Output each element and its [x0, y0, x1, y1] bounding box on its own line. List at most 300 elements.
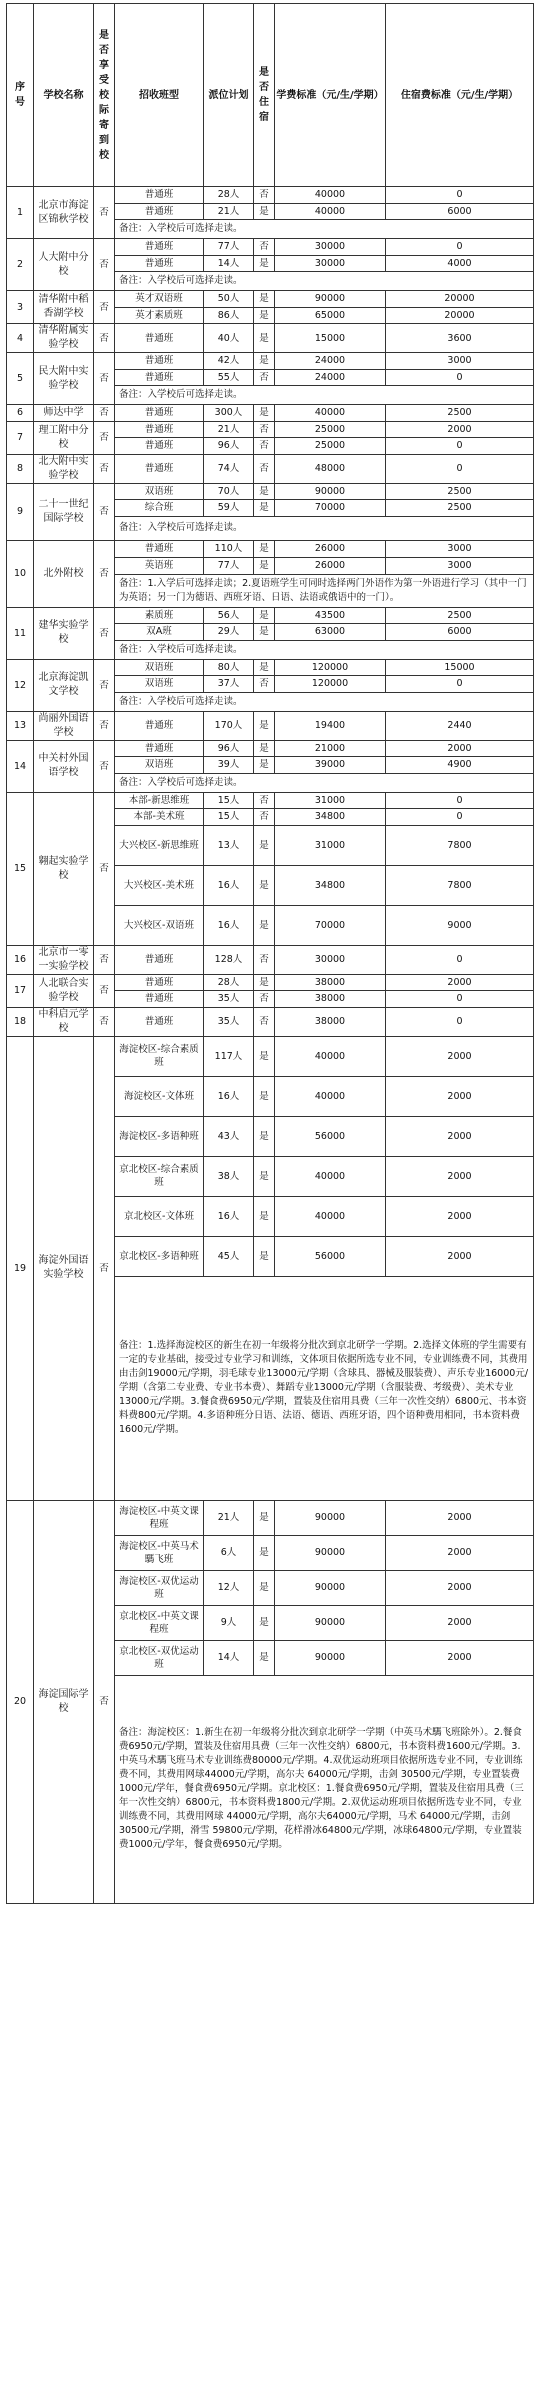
lodging-fee: 7800 — [386, 865, 534, 905]
lodging-fee: 0 — [386, 792, 534, 809]
boarding-flag: 否 — [254, 239, 275, 256]
header-lodging: 住宿费标准（元/生/学期） — [386, 4, 534, 187]
quota: 16人 — [204, 1076, 254, 1116]
lodging-fee: 2000 — [386, 1036, 534, 1076]
school-note: 备注：入学校后可选择走读。 — [115, 692, 534, 711]
tuition: 90000 — [275, 291, 386, 308]
school-index: 11 — [7, 607, 34, 659]
table-row — [7, 540, 534, 557]
school-index: 15 — [7, 792, 34, 945]
table-body — [7, 187, 534, 1904]
boarding-flag: 否 — [254, 454, 275, 483]
school-boarding-allowance: 否 — [94, 740, 115, 792]
lodging-fee: 2000 — [386, 1116, 534, 1156]
school-name: 理工附中分校 — [34, 421, 94, 454]
school-index: 18 — [7, 1007, 34, 1036]
class-type: 综合班 — [115, 500, 204, 517]
lodging-fee: 2000 — [386, 974, 534, 991]
quota: 117人 — [204, 1036, 254, 1076]
table-row — [7, 607, 534, 624]
quota: 70人 — [204, 483, 254, 500]
class-type: 双语班 — [115, 757, 204, 774]
school-boarding-allowance: 否 — [94, 187, 115, 239]
school-boarding-allowance: 否 — [94, 454, 115, 483]
lodging-fee: 20000 — [386, 291, 534, 308]
quota: 80人 — [204, 659, 254, 676]
school-index: 16 — [7, 945, 34, 974]
class-type: 海淀校区-中英文课程班 — [115, 1500, 204, 1535]
school-note: 备注：入学校后可选择走读。 — [115, 516, 534, 540]
fee-table — [6, 3, 534, 1904]
tuition: 24000 — [275, 369, 386, 386]
boarding-flag: 否 — [254, 187, 275, 204]
tuition: 40000 — [275, 187, 386, 204]
school-boarding-allowance: 否 — [94, 540, 115, 607]
school-note: 备注：1.入学后可选择走读；2.夏语班学生可同时选择两门外语作为第一外语进行学习（其中一门为英语；另一门为德语、西班牙语、日语、法语或俄语中的一门）。 — [115, 574, 534, 607]
lodging-fee: 2000 — [386, 740, 534, 757]
lodging-fee: 2000 — [386, 1076, 534, 1116]
quota: 21人 — [204, 1500, 254, 1535]
tuition: 24000 — [275, 353, 386, 370]
class-type: 大兴校区-双语班 — [115, 905, 204, 945]
school-name: 北京市一零一实验学校 — [34, 945, 94, 974]
table-row — [7, 974, 534, 991]
tuition: 38000 — [275, 991, 386, 1008]
school-boarding-allowance: 否 — [94, 711, 115, 740]
school-name: 北京海淀凯文学校 — [34, 659, 94, 711]
tuition: 21000 — [275, 740, 386, 757]
lodging-fee: 6000 — [386, 624, 534, 641]
table-row — [7, 740, 534, 757]
school-index: 20 — [7, 1500, 34, 1903]
lodging-fee: 4000 — [386, 255, 534, 272]
school-name: 人大附中分校 — [34, 239, 94, 291]
class-type: 普通班 — [115, 711, 204, 740]
class-type: 普通班 — [115, 239, 204, 256]
lodging-fee: 2500 — [386, 500, 534, 517]
class-type: 英语班 — [115, 557, 204, 574]
school-index: 8 — [7, 454, 34, 483]
quota: 38人 — [204, 1156, 254, 1196]
quota: 45人 — [204, 1236, 254, 1276]
boarding-flag: 否 — [254, 991, 275, 1008]
table-row — [7, 483, 534, 500]
tuition: 39000 — [275, 757, 386, 774]
tuition: 30000 — [275, 255, 386, 272]
table-row — [7, 454, 534, 483]
header-school: 学校名称 — [34, 4, 94, 187]
class-type: 双语班 — [115, 659, 204, 676]
school-name: 师达中学 — [34, 405, 94, 422]
boarding-flag: 是 — [254, 974, 275, 991]
tuition: 19400 — [275, 711, 386, 740]
tuition: 30000 — [275, 239, 386, 256]
lodging-fee: 2500 — [386, 405, 534, 422]
boarding-flag: 是 — [254, 540, 275, 557]
quota: 28人 — [204, 187, 254, 204]
lodging-fee: 0 — [386, 1007, 534, 1036]
quota: 74人 — [204, 454, 254, 483]
boarding-flag: 是 — [254, 607, 275, 624]
tuition: 43500 — [275, 607, 386, 624]
lodging-fee: 3000 — [386, 557, 534, 574]
class-type: 普通班 — [115, 540, 204, 557]
lodging-fee: 2500 — [386, 607, 534, 624]
lodging-fee: 2440 — [386, 711, 534, 740]
class-type: 双语班 — [115, 483, 204, 500]
table-row — [7, 792, 534, 809]
school-note: 备注：入学校后可选择走读。 — [115, 272, 534, 291]
school-note: 备注：入学校后可选择走读。 — [115, 640, 534, 659]
class-type: 海淀校区-文体班 — [115, 1076, 204, 1116]
lodging-fee: 2000 — [386, 421, 534, 438]
boarding-flag: 否 — [254, 676, 275, 693]
boarding-flag: 是 — [254, 1196, 275, 1236]
quota: 59人 — [204, 500, 254, 517]
boarding-flag: 否 — [254, 1007, 275, 1036]
school-boarding-allowance: 否 — [94, 1007, 115, 1036]
tuition: 30000 — [275, 945, 386, 974]
school-index: 1 — [7, 187, 34, 239]
quota: 15人 — [204, 809, 254, 826]
tuition: 40000 — [275, 405, 386, 422]
table-row — [7, 324, 534, 353]
table-row — [7, 1500, 534, 1535]
boarding-flag: 是 — [254, 1236, 275, 1276]
quota: 15人 — [204, 792, 254, 809]
quota: 86人 — [204, 307, 254, 324]
table-row — [7, 1036, 534, 1076]
quota: 56人 — [204, 607, 254, 624]
lodging-fee: 2000 — [386, 1500, 534, 1535]
boarding-flag: 否 — [254, 945, 275, 974]
tuition: 63000 — [275, 624, 386, 641]
boarding-flag: 是 — [254, 905, 275, 945]
school-name: 民大附中实验学校 — [34, 353, 94, 405]
boarding-flag: 是 — [254, 757, 275, 774]
class-type: 京北校区-多语种班 — [115, 1236, 204, 1276]
school-boarding-allowance: 否 — [94, 239, 115, 291]
boarding-flag: 是 — [254, 1640, 275, 1675]
class-type: 素质班 — [115, 607, 204, 624]
lodging-fee: 2000 — [386, 1570, 534, 1605]
quota: 110人 — [204, 540, 254, 557]
boarding-flag: 是 — [254, 1535, 275, 1570]
class-type: 普通班 — [115, 1007, 204, 1036]
header-class-type: 招收班型 — [115, 4, 204, 187]
school-note: 备注：入学校后可选择走读。 — [115, 220, 534, 239]
class-type: 普通班 — [115, 740, 204, 757]
header-row — [7, 4, 534, 187]
fee-table-sheet — [6, 3, 533, 1904]
class-type: 普通班 — [115, 353, 204, 370]
quota: 16人 — [204, 1196, 254, 1236]
lodging-fee: 0 — [386, 676, 534, 693]
boarding-flag: 是 — [254, 500, 275, 517]
lodging-fee: 3000 — [386, 353, 534, 370]
quota: 13人 — [204, 825, 254, 865]
boarding-flag: 是 — [254, 1076, 275, 1116]
lodging-fee: 3000 — [386, 540, 534, 557]
tuition: 90000 — [275, 1640, 386, 1675]
lodging-fee: 2000 — [386, 1236, 534, 1276]
quota: 14人 — [204, 1640, 254, 1675]
tuition: 56000 — [275, 1236, 386, 1276]
tuition: 90000 — [275, 1605, 386, 1640]
quota: 16人 — [204, 905, 254, 945]
tuition: 26000 — [275, 540, 386, 557]
school-name: 北京市海淀区锦秋学校 — [34, 187, 94, 239]
school-note: 备注：1.选择海淀校区的新生在初一年级将分批次到京北研学一学期。2.选择文体班的学生需要有一定的专业基础，接受过专业学习和训练，文体项目依据所选专业不同，专业训练费不同，其费用由击剑19000元/学期，羽毛球专业13000元/学期（含球具、器械及服装费）、声乐专业16000元/学期（含第二专业费、专业书本费）、舞蹈专业13000元/学期（含服装费、考级费）、美术专业13000元/学期。3.餐食费6950元/学期，置装及住宿用具费（三年一次性交纳）6800元、书本资料费800元/学期。4.多语种班分日语、法语、德语、西班牙语，四个语种费用相同，书本资料费1600元/学期。 — [115, 1276, 534, 1500]
class-type: 大兴校区-美术班 — [115, 865, 204, 905]
tuition: 38000 — [275, 974, 386, 991]
lodging-fee: 0 — [386, 438, 534, 455]
tuition: 40000 — [275, 1196, 386, 1236]
boarding-flag: 是 — [254, 483, 275, 500]
quota: 21人 — [204, 203, 254, 220]
quota: 300人 — [204, 405, 254, 422]
school-index: 3 — [7, 291, 34, 324]
quota: 40人 — [204, 324, 254, 353]
tuition: 26000 — [275, 557, 386, 574]
table-row — [7, 239, 534, 256]
boarding-flag: 是 — [254, 711, 275, 740]
lodging-fee: 0 — [386, 991, 534, 1008]
lodging-fee: 2000 — [386, 1605, 534, 1640]
school-boarding-allowance: 否 — [94, 974, 115, 1007]
school-index: 17 — [7, 974, 34, 1007]
school-boarding-allowance: 否 — [94, 659, 115, 711]
lodging-fee: 0 — [386, 239, 534, 256]
school-name: 清华附中稻香湖学校 — [34, 291, 94, 324]
quota: 12人 — [204, 1570, 254, 1605]
quota: 170人 — [204, 711, 254, 740]
boarding-flag: 是 — [254, 324, 275, 353]
school-boarding-allowance: 否 — [94, 421, 115, 454]
tuition: 40000 — [275, 1156, 386, 1196]
tuition: 40000 — [275, 1036, 386, 1076]
school-boarding-allowance: 否 — [94, 607, 115, 659]
table-row — [7, 1007, 534, 1036]
tuition: 70000 — [275, 500, 386, 517]
lodging-fee: 20000 — [386, 307, 534, 324]
school-boarding-allowance: 否 — [94, 324, 115, 353]
boarding-flag: 是 — [254, 624, 275, 641]
boarding-flag: 否 — [254, 809, 275, 826]
boarding-flag: 是 — [254, 557, 275, 574]
tuition: 48000 — [275, 454, 386, 483]
tuition: 90000 — [275, 1570, 386, 1605]
lodging-fee: 4900 — [386, 757, 534, 774]
class-type: 普通班 — [115, 945, 204, 974]
school-boarding-allowance: 否 — [94, 483, 115, 540]
school-index: 13 — [7, 711, 34, 740]
school-boarding-allowance: 否 — [94, 945, 115, 974]
boarding-flag: 是 — [254, 353, 275, 370]
tuition: 40000 — [275, 1076, 386, 1116]
quota: 55人 — [204, 369, 254, 386]
school-name: 北大附中实验学校 — [34, 454, 94, 483]
table-row — [7, 353, 534, 370]
boarding-flag: 是 — [254, 1605, 275, 1640]
quota: 14人 — [204, 255, 254, 272]
school-name: 翱起实验学校 — [34, 792, 94, 945]
boarding-flag: 是 — [254, 1500, 275, 1535]
quota: 128人 — [204, 945, 254, 974]
class-type: 普通班 — [115, 255, 204, 272]
class-type: 普通班 — [115, 991, 204, 1008]
class-type: 双A班 — [115, 624, 204, 641]
quota: 16人 — [204, 865, 254, 905]
lodging-fee: 0 — [386, 187, 534, 204]
tuition: 25000 — [275, 421, 386, 438]
class-type: 京北校区-中英文课程班 — [115, 1605, 204, 1640]
class-type: 京北校区-综合素质班 — [115, 1156, 204, 1196]
tuition: 34800 — [275, 865, 386, 905]
boarding-flag: 是 — [254, 307, 275, 324]
boarding-flag: 是 — [254, 659, 275, 676]
table-row — [7, 421, 534, 438]
boarding-flag: 否 — [254, 369, 275, 386]
class-type: 英才双语班 — [115, 291, 204, 308]
lodging-fee: 7800 — [386, 825, 534, 865]
school-name: 北外附校 — [34, 540, 94, 607]
quota: 28人 — [204, 974, 254, 991]
class-type: 普通班 — [115, 369, 204, 386]
boarding-flag: 是 — [254, 255, 275, 272]
school-index: 10 — [7, 540, 34, 607]
class-type: 海淀校区-双优运动班 — [115, 1570, 204, 1605]
school-index: 12 — [7, 659, 34, 711]
table-row — [7, 405, 534, 422]
class-type: 海淀校区-多语种班 — [115, 1116, 204, 1156]
lodging-fee: 9000 — [386, 905, 534, 945]
class-type: 京北校区-双优运动班 — [115, 1640, 204, 1675]
tuition: 90000 — [275, 483, 386, 500]
boarding-flag: 否 — [254, 792, 275, 809]
school-name: 尚丽外国语学校 — [34, 711, 94, 740]
school-note: 备注：入学校后可选择走读。 — [115, 386, 534, 405]
tuition: 120000 — [275, 659, 386, 676]
lodging-fee: 0 — [386, 809, 534, 826]
school-name: 中关村外国语学校 — [34, 740, 94, 792]
class-type: 京北校区-文体班 — [115, 1196, 204, 1236]
quota: 9人 — [204, 1605, 254, 1640]
class-type: 本部-美术班 — [115, 809, 204, 826]
tuition: 15000 — [275, 324, 386, 353]
school-index: 5 — [7, 353, 34, 405]
lodging-fee: 2000 — [386, 1640, 534, 1675]
school-index: 2 — [7, 239, 34, 291]
tuition: 65000 — [275, 307, 386, 324]
school-note: 备注：海淀校区：1.新生在初一年级将分批次到京北研学一学期（中英马术騳飞班除外）。2.餐食费6950元/学期，置装及住宿用具费（三年一次性交纳）6800元，书本资料费1600元/学期。3.中英马术騳飞班马术专业训练费80000元/学期。4.双优运动班项目依据所选专业不同，专业训练费不同，其费用网球44000元/学期，高尔夫 64000元/学期，击剑 30500元/学期，专业置装费1000元/学年，餐食费6950元/学期。京北校区：1.餐食费6950元/学期，置装及住宿用具费（三年一次性交纳）6800元，书本资料费1800元/学期。2.双优运动班项目依据所选专业不同，专业训练费不同，其费用网球 44000元/学期，高尔夫64000元/学期，马术 64000元/学期，击剑 30500元/学期，滑雪 59800元/学期，花样滑冰64800元/学期，冰球64800元/学期，专业置装费1000元/学年，餐食费6950元/学期。 — [115, 1675, 534, 1903]
header-tuition: 学费标准（元/生/学期） — [275, 4, 386, 187]
class-type: 海淀校区-综合素质班 — [115, 1036, 204, 1076]
table-row — [7, 291, 534, 308]
boarding-flag: 是 — [254, 865, 275, 905]
header-boarding-allowance: 是否享受校际寄到校 — [94, 4, 115, 187]
quota: 96人 — [204, 438, 254, 455]
quota: 50人 — [204, 291, 254, 308]
class-type: 普通班 — [115, 405, 204, 422]
table-row — [7, 659, 534, 676]
class-type: 普通班 — [115, 974, 204, 991]
quota: 43人 — [204, 1116, 254, 1156]
boarding-flag: 否 — [254, 438, 275, 455]
school-index: 7 — [7, 421, 34, 454]
tuition: 40000 — [275, 203, 386, 220]
quota: 77人 — [204, 557, 254, 574]
school-index: 6 — [7, 405, 34, 422]
class-type: 普通班 — [115, 438, 204, 455]
class-type: 本部-新思维班 — [115, 792, 204, 809]
tuition: 56000 — [275, 1116, 386, 1156]
quota: 96人 — [204, 740, 254, 757]
table-row — [7, 187, 534, 204]
school-boarding-allowance: 否 — [94, 792, 115, 945]
boarding-flag: 是 — [254, 1156, 275, 1196]
tuition: 90000 — [275, 1535, 386, 1570]
class-type: 英才素质班 — [115, 307, 204, 324]
quota: 39人 — [204, 757, 254, 774]
lodging-fee: 0 — [386, 454, 534, 483]
class-type: 普通班 — [115, 324, 204, 353]
quota: 35人 — [204, 991, 254, 1008]
school-note: 备注：入学校后可选择走读。 — [115, 773, 534, 792]
lodging-fee: 15000 — [386, 659, 534, 676]
header-boarding: 是否住宿 — [254, 4, 275, 187]
boarding-flag: 否 — [254, 421, 275, 438]
boarding-flag: 是 — [254, 203, 275, 220]
class-type: 普通班 — [115, 454, 204, 483]
school-boarding-allowance: 否 — [94, 1036, 115, 1500]
school-name: 海淀国际学校 — [34, 1500, 94, 1903]
school-name: 人北联合实验学校 — [34, 974, 94, 1007]
school-name: 二十一世纪国际学校 — [34, 483, 94, 540]
boarding-flag: 是 — [254, 740, 275, 757]
quota: 37人 — [204, 676, 254, 693]
school-boarding-allowance: 否 — [94, 291, 115, 324]
school-index: 4 — [7, 324, 34, 353]
tuition: 38000 — [275, 1007, 386, 1036]
school-index: 9 — [7, 483, 34, 540]
table-row — [7, 945, 534, 974]
tuition: 31000 — [275, 825, 386, 865]
lodging-fee: 3600 — [386, 324, 534, 353]
class-type: 海淀校区-中英马术騳飞班 — [115, 1535, 204, 1570]
table-row — [7, 711, 534, 740]
school-name: 清华附属实验学校 — [34, 324, 94, 353]
lodging-fee: 2500 — [386, 483, 534, 500]
school-boarding-allowance: 否 — [94, 1500, 115, 1903]
header-index: 序号 — [7, 4, 34, 187]
lodging-fee: 0 — [386, 945, 534, 974]
school-name: 海淀外国语实验学校 — [34, 1036, 94, 1500]
lodging-fee: 2000 — [386, 1535, 534, 1570]
header-quota: 派位计划 — [204, 4, 254, 187]
boarding-flag: 是 — [254, 825, 275, 865]
school-name: 建华实验学校 — [34, 607, 94, 659]
boarding-flag: 是 — [254, 291, 275, 308]
tuition: 120000 — [275, 676, 386, 693]
quota: 77人 — [204, 239, 254, 256]
class-type: 大兴校区-新思维班 — [115, 825, 204, 865]
school-boarding-allowance: 否 — [94, 405, 115, 422]
tuition: 25000 — [275, 438, 386, 455]
boarding-flag: 是 — [254, 1570, 275, 1605]
quota: 21人 — [204, 421, 254, 438]
tuition: 70000 — [275, 905, 386, 945]
